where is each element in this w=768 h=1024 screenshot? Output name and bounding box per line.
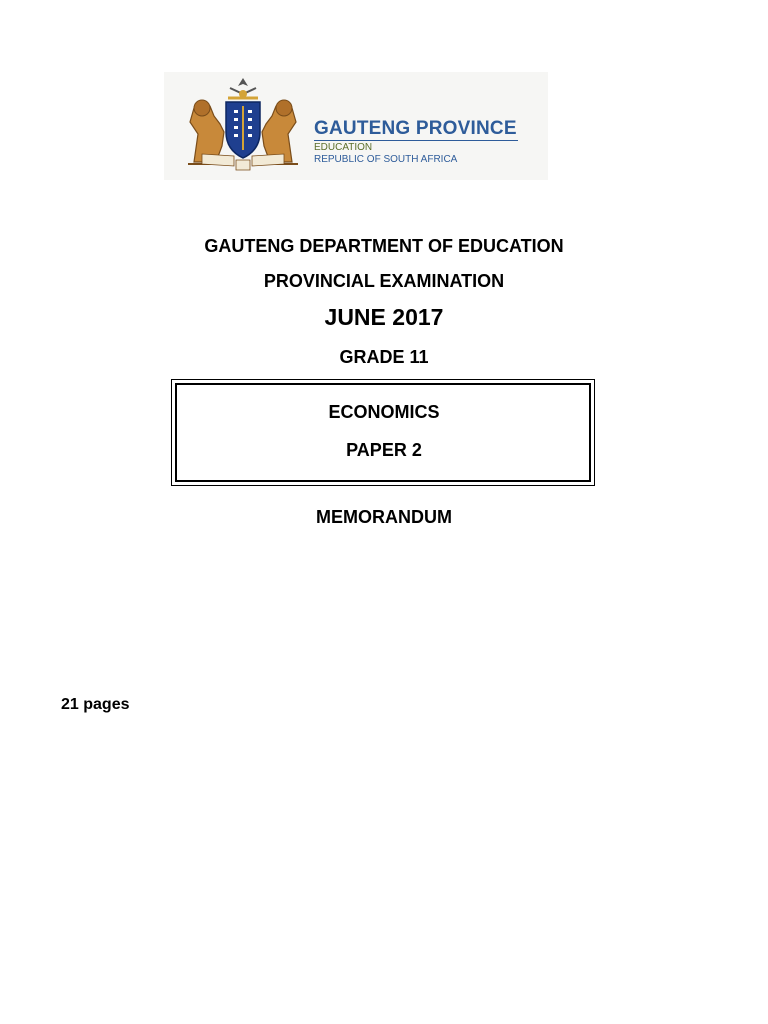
logo-banner (164, 72, 548, 180)
paper-number: PAPER 2 (346, 440, 422, 460)
logo-country: REPUBLIC OF SOUTH AFRICA (314, 154, 458, 165)
subject-box (171, 379, 595, 486)
department-heading: GAUTENG DEPARTMENT OF EDUCATION (204, 236, 564, 256)
logo-title: GAUTENG PROVINCE (314, 118, 517, 139)
logo-subtitle: EDUCATION (314, 142, 373, 153)
subject-title: ECONOMICS (328, 402, 440, 422)
exam-heading: PROVINCIAL EXAMINATION (263, 271, 505, 291)
page-count: 21 pages (61, 696, 130, 713)
grade-heading: GRADE 11 (339, 347, 429, 367)
coat-of-arms-icon (180, 74, 306, 174)
logo-divider (314, 140, 518, 141)
crest (228, 78, 258, 98)
shield (226, 102, 260, 158)
document-type: MEMORANDUM (316, 507, 452, 527)
exam-session: JUNE 2017 (324, 304, 444, 330)
subject-box-inner-border (175, 383, 591, 482)
